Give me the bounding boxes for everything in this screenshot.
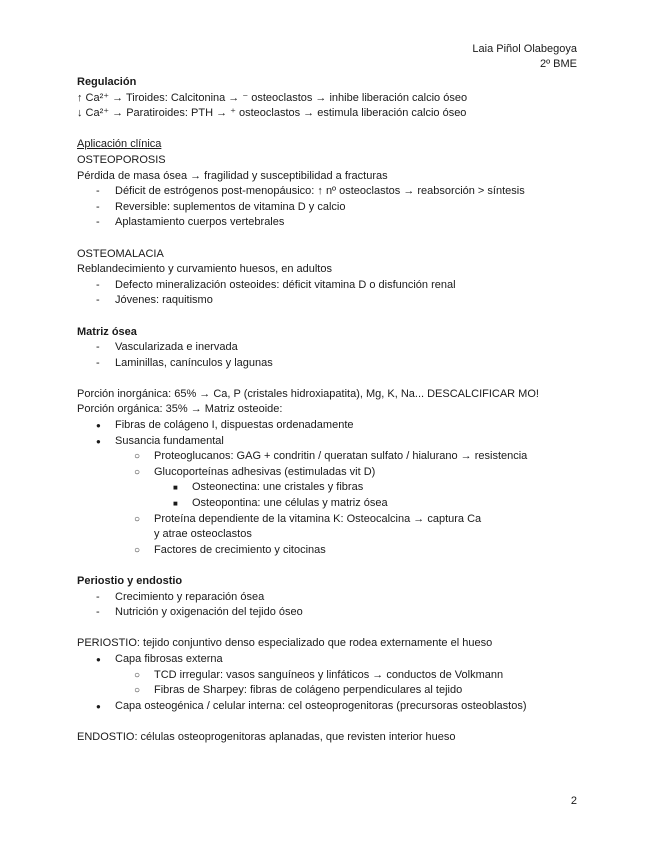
list-item: ● Capa osteogénica / celular interna: cel osteoprogenitoras (precursoras osteoblastos) (77, 699, 587, 715)
list-item: - Déficit de estrógenos post-menopáusico: ↑ nº osteoclastos → reabsorción > síntesis (77, 184, 587, 200)
author-name: Laia Piñol Olabegoya (472, 43, 577, 55)
section-title-clinica: Aplicación clínica (77, 138, 162, 151)
osteomalacia-title: OSTEOMALACIA (77, 247, 164, 260)
list-item: ○ Proteoglucanos: GAG + condritin / queratan sulfato / hialurano → resistencia (77, 449, 587, 465)
section-title-matriz: Matriz ósea (77, 325, 137, 338)
list-item: ● Fibras de colágeno I, dispuestas ordenadamente (77, 418, 587, 434)
document-body (77, 75, 587, 746)
list-item: ○ Glucoporteínas adhesivas (estimuladas vit D) (77, 465, 587, 481)
porcion-inorganica: Porción inorgánica: 65% → Ca, P (cristales hidroxiapatita), Mg, K, Na... DESCALCIFICAR MO! (77, 387, 539, 400)
osteoporosis-title: OSTEOPOROSIS (77, 153, 166, 166)
osteoporosis-desc: Pérdida de masa ósea → fragilidad y susceptibilidad a fracturas (77, 169, 388, 182)
list-item: ○ TCD irregular: vasos sanguíneos y linfáticos → conductos de Volkmann (77, 668, 587, 684)
periostio-definicion: PERIOSTIO: tejido conjuntivo denso especializado que rodea externamente el hueso (77, 637, 493, 650)
list-item: - Crecimiento y reparación ósea (77, 590, 587, 606)
list-item: - Nutrición y oxigenación del tejido óseo (77, 605, 587, 621)
list-item: ● Susancia fundamental (77, 434, 587, 450)
list-item: - Laminillas, canínculos y lagunas (77, 356, 587, 372)
endostio-definicion: ENDOSTIO: células osteoprogenitoras aplanadas, que revisten interior hueso (77, 730, 456, 743)
section-title-periostio: Periostio y endostio (77, 575, 183, 587)
section-title-regulacion: Regulación (77, 76, 137, 88)
list-item: ■ Osteopontina: une células y matriz ósea (77, 496, 587, 512)
list-item: - Jóvenes: raquitismo (77, 293, 587, 309)
osteomalacia-desc: Reblandecimiento y curvamiento huesos, en adultos (77, 263, 332, 276)
regulacion-line: ↑ Ca²⁺ → Tiroides: Calcitonina → ⁻ osteoclastos → inhibe liberación calcio óseo (77, 91, 468, 104)
page-number: 2 (570, 795, 577, 807)
porcion-organica: Porción orgánica: 35% → Matriz osteoide: (77, 403, 283, 416)
regulacion-line: ↓ Ca²⁺ → Paratiroides: PTH → ⁺ osteoclastos → estimula liberación calcio óseo (77, 107, 467, 120)
list-item: - Reversible: suplementos de vitamina D y calcio (77, 200, 587, 216)
list-item: ● Capa fibrosas externa (77, 652, 587, 668)
list-item: - Aplastamiento cuerpos vertebrales (77, 215, 587, 231)
course-label: 2º BME (539, 58, 577, 70)
list-item: ■ Osteonectina: une cristales y fibras (77, 480, 587, 496)
list-item: ○ Fibras de Sharpey: fibras de colágeno perpendiculares al tejido (77, 683, 587, 699)
list-item: - Defecto mineralización osteoides: déficit vitamina D o disfunción renal (77, 278, 587, 294)
list-item: - Vascularizada e inervada (77, 340, 587, 356)
list-item: ○ Proteína dependiente de la vitamina K: Osteocalcina → captura Ca y atrae osteoclastos (77, 512, 484, 543)
list-item: ○ Factores de crecimiento y citocinas (77, 543, 587, 559)
document-header (472, 42, 577, 72)
